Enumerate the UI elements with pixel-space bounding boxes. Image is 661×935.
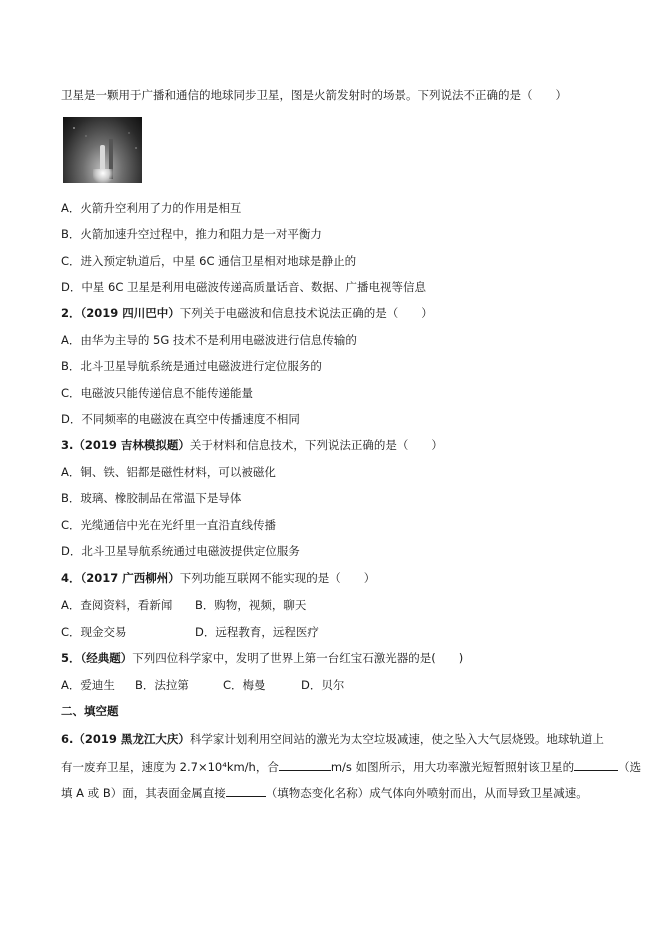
q6-text-1: 科学家计划利用空间站的激光为太空垃圾减速，使之坠入大气层烧毁。地球轨道上 — [189, 732, 604, 746]
q5-text: 下列四位科学家中，发明了世界上第一台红宝石激光器的是( ) — [132, 651, 464, 665]
q4-option-b: B．购物，视频，聊天 — [195, 598, 307, 612]
q2-option-c: C．电磁波只能传递信息不能传递能量 — [61, 386, 254, 400]
q2-option-a: A．由华为主导的 5G 技术不是利用电磁波进行信息传输的 — [61, 333, 357, 347]
q6-text-5: 填 A 或 B）面，其表面金属直接 — [61, 786, 226, 800]
q6-text-2: 有一废弃卫星，速度为 2.7×10⁴km/h，合 — [61, 760, 279, 774]
q2-option-b: B．北斗卫星导航系统是通过电磁波进行定位服务的 — [61, 359, 322, 373]
q3-option-a: A．铜、铁、铝都是磁性材料，可以被磁化 — [61, 465, 276, 479]
q5-option-a: A．爱迪生 — [61, 678, 115, 692]
photo-stars — [73, 127, 75, 129]
q3-source: （2019 吉林模拟题） — [73, 438, 190, 452]
q2-option-d: D．不同频率的电磁波在真空中传播速度不相同 — [61, 412, 300, 426]
q6-blank-2[interactable] — [574, 758, 618, 771]
q5-option-b: B．法拉第 — [135, 678, 189, 692]
q3-option-d: D．北斗卫星导航系统通过电磁波提供定位服务 — [61, 544, 300, 558]
intro-question-stem: 卫星是一颗用于广播和通信的地球同步卫星，图是火箭发射时的场景。下列说法不正确的是（ ） — [61, 88, 567, 102]
q4-options-row2 — [61, 624, 621, 640]
q2-source: （2019 四川巴中） — [80, 306, 180, 320]
q4-number: 4． — [61, 571, 81, 585]
q2-stem — [61, 305, 621, 321]
q4-options-row1 — [61, 597, 621, 613]
rocket-shape — [100, 145, 105, 171]
q4-option-c: C．现金交易 — [61, 625, 127, 639]
q4-option-a: A．查阅资料，看新闻 — [61, 598, 173, 612]
q6-line2 — [61, 758, 642, 775]
q3-option-b: B．玻璃、橡胶制品在常温下是导体 — [61, 491, 242, 505]
q2-number: 2． — [61, 306, 81, 320]
q5-stem — [61, 650, 621, 666]
q1-option-b: B．火箭加速升空过程中，推力和阻力是一对平衡力 — [61, 227, 322, 241]
q5-options — [61, 677, 621, 693]
q6-text-6: （填物态变化名称）成气体向外喷射而出，从而导致卫星减速。 — [265, 786, 588, 800]
q4-source: （2017 广西柳州） — [80, 571, 180, 585]
q5-source: （经典题） — [80, 651, 133, 665]
q4-text: 下列功能互联网不能实现的是（ ） — [179, 571, 376, 585]
q2-text: 下列关于电磁波和信息技术说法正确的是（ ） — [179, 306, 433, 320]
q5-number: 5． — [61, 651, 81, 665]
q6-blank-3[interactable] — [226, 784, 266, 797]
q6-source: （2019 黑龙江大庆） — [73, 732, 190, 746]
q6-number: 6. — [61, 732, 74, 746]
q4-option-d: D．远程教育，远程医疗 — [195, 625, 319, 639]
q6-text-4: （选 — [618, 760, 642, 774]
q1-option-d: D．中星 6C 卫星是利用电磁波传递高质量话音、数据、广播电视等信息 — [61, 280, 427, 294]
q1-option-a: A．火箭升空利用了力的作用是相互 — [61, 201, 242, 215]
q6-line3 — [61, 784, 621, 801]
q6-text-3: m/s 如图所示，用大功率激光短暂照射该卫星的 — [330, 760, 575, 774]
q3-text: 关于材料和信息技术，下列说法正确的是（ ） — [189, 438, 443, 452]
q3-stem — [61, 437, 621, 453]
q3-number: 3. — [61, 438, 74, 452]
q5-option-c: C．梅曼 — [223, 678, 266, 692]
rocket-flame — [93, 169, 113, 183]
q5-option-d: D．贝尔 — [301, 678, 345, 692]
q1-option-c: C．进入预定轨道后，中星 6C 通信卫星相对地球是静止的 — [61, 254, 357, 268]
q4-stem — [61, 570, 621, 586]
q3-option-c: C．光缆通信中光在光纤里一直沿直线传播 — [61, 518, 277, 532]
q6-blank-1[interactable] — [279, 758, 331, 771]
section-heading-fill-in: 二、填空题 — [61, 704, 119, 718]
q6-line1 — [61, 731, 621, 747]
rocket-launch-photo — [63, 117, 142, 183]
